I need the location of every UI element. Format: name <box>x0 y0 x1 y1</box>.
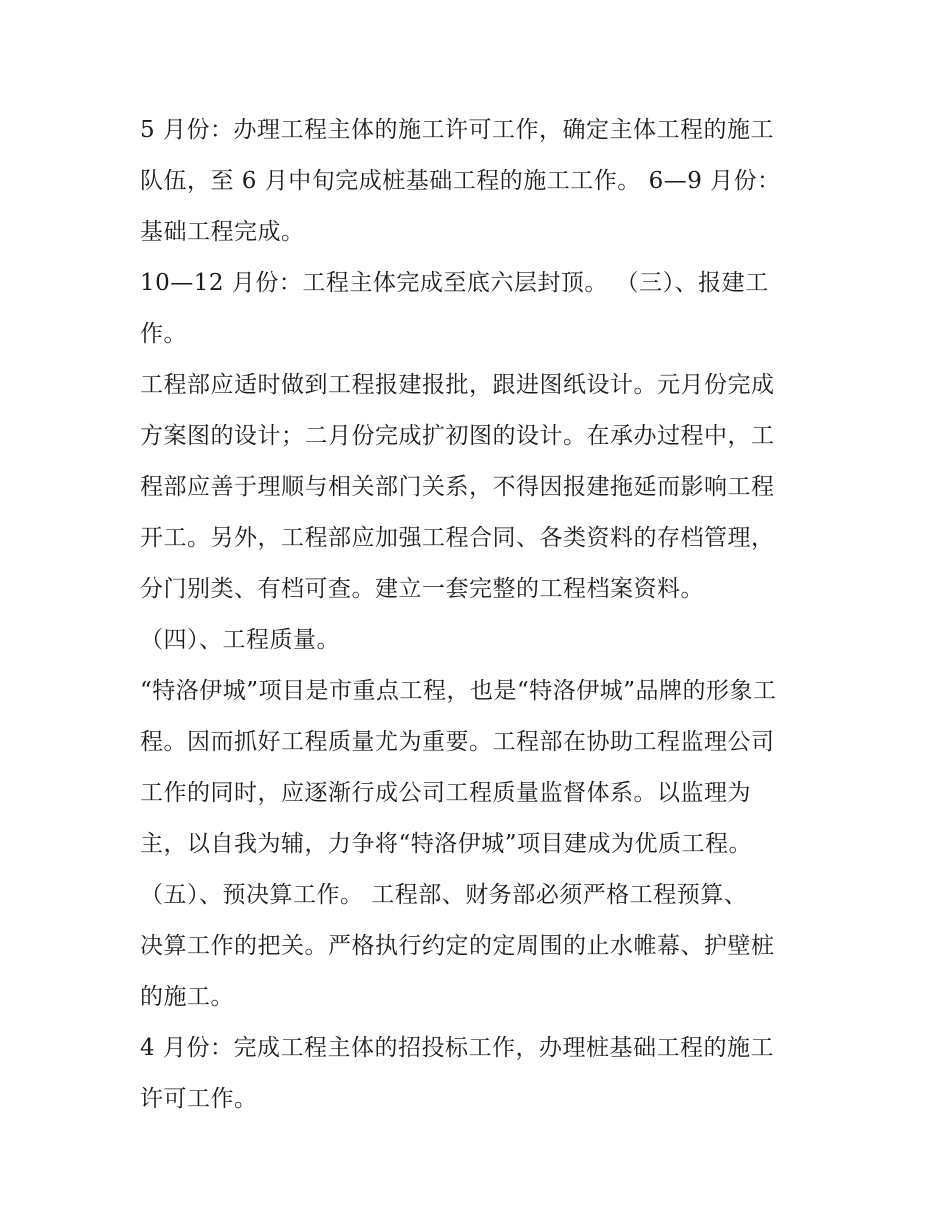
text-line: 开工。另外，工程部应加强工程合同、各类资料的存档管理， <box>140 525 775 551</box>
text-line: 程部应善于理顺与相关部门关系，不得因报建拖延而影响工程 <box>140 474 775 500</box>
text-line: 作。 <box>140 321 187 347</box>
text-line: 分门别类、有档可查。建立一套完整的工程档案资料。 <box>140 576 704 602</box>
text-line: “特洛伊城”项目是市重点工程，也是“特洛伊城”品牌的形象工 <box>140 678 777 704</box>
section-heading: （四）、工程质量。 <box>140 627 340 653</box>
text-line: 10—12 月份：工程主体完成至底六层封顶。 （三）、报建工 <box>140 270 769 296</box>
text-line: 方案图的设计；二月份完成扩初图的设计。在承办过程中，工 <box>140 423 775 449</box>
text-line: 决算工作的把关。严格执行约定的定周围的止水帷幕、护壁桩 <box>140 933 775 959</box>
document-body <box>140 105 820 1125</box>
text-line: 工作的同时，应逐渐行成公司工程质量监督体系。以监理为 <box>140 780 751 806</box>
text-line: 程。因而抓好工程质量尤为重要。工程部在协助工程监理公司 <box>140 729 775 755</box>
text-line: （五）、预决算工作。 工程部、财务部必须严格工程预算、 <box>140 882 748 908</box>
text-line: 5 月份：办理工程主体的施工许可工作，确定主体工程的施工 <box>140 117 774 143</box>
text-line: 主，以自我为辅，力争将“特洛伊城”项目建成为优质工程。 <box>140 831 753 857</box>
text-line: 基础工程完成。 <box>140 219 305 245</box>
text-line: 工程部应适时做到工程报建报批，跟进图纸设计。元月份完成 <box>140 372 775 398</box>
text-line: 队伍，至 6 月中旬完成桩基础工程的施工工作。 6—9 月份： <box>140 168 781 194</box>
text-line: 4 月份：完成工程主体的招投标工作，办理桩基础工程的施工 <box>140 1035 774 1061</box>
text-line: 的施工。 <box>140 984 234 1010</box>
text-line: 许可工作。 <box>140 1086 258 1112</box>
